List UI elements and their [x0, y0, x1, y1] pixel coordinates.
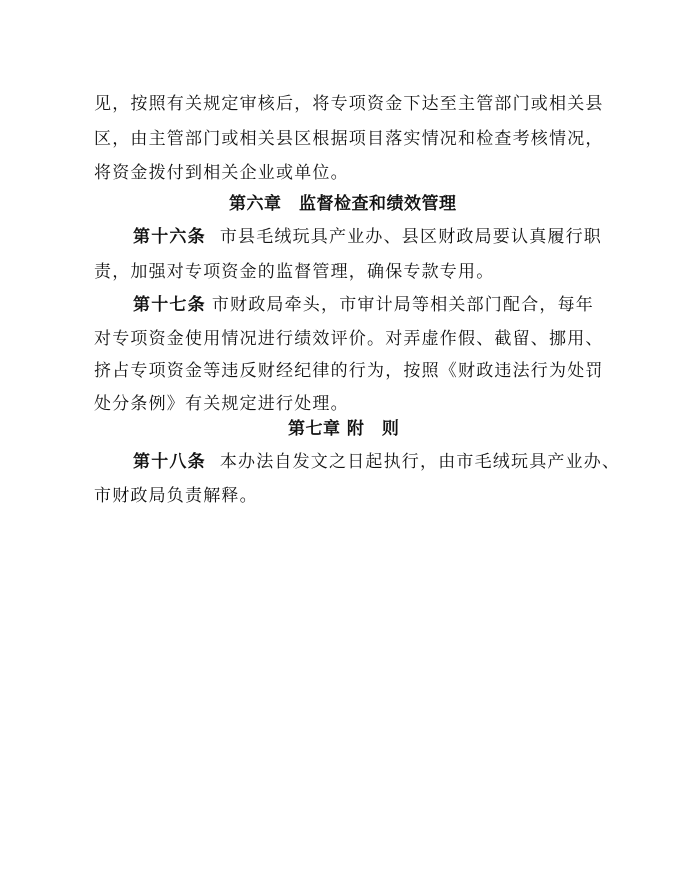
article-text: 本办法自发文之日起执行，由市毛绒玩具产业办、 [219, 452, 621, 472]
article-line [133, 451, 620, 473]
text-line: 区，由主管部门或相关县区根据项目落实情况和检查考核情况， [94, 129, 604, 149]
text-line: 市财政局负责解释。 [94, 486, 258, 506]
text-line: 挤占专项资金等违反财经纪律的行为，按照《财政违法行为处罚 [94, 361, 604, 381]
text-line: 对专项资金使用情况进行绩效评价。对弄虚作假、截留、挪用、 [94, 329, 604, 349]
article-label: 第十八条 [133, 452, 206, 472]
article-label: 第十六条 [133, 227, 206, 247]
text-line: 将资金拨付到相关企业或单位。 [94, 163, 349, 183]
text-line: 责，加强对专项资金的监督管理，确保专款专用。 [94, 262, 495, 282]
article-line [133, 294, 594, 316]
text-line: 处分条例》有关规定进行处理。 [94, 394, 349, 414]
chapter-heading: 第六章 监督检查和绩效管理 [229, 194, 457, 214]
text-line: 见，按照有关规定审核后，将专项资金下达至主管部门或相关县 [94, 94, 604, 114]
article-label: 第十七条 [133, 295, 206, 315]
article-line [133, 226, 602, 248]
article-text: 市县毛绒玩具产业办、县区财政局要认真履行职 [219, 227, 603, 247]
chapter-heading: 第七章 附 则 [288, 419, 400, 439]
article-text: 市财政局牵头，市审计局等相关部门配合，每年 [211, 295, 595, 315]
